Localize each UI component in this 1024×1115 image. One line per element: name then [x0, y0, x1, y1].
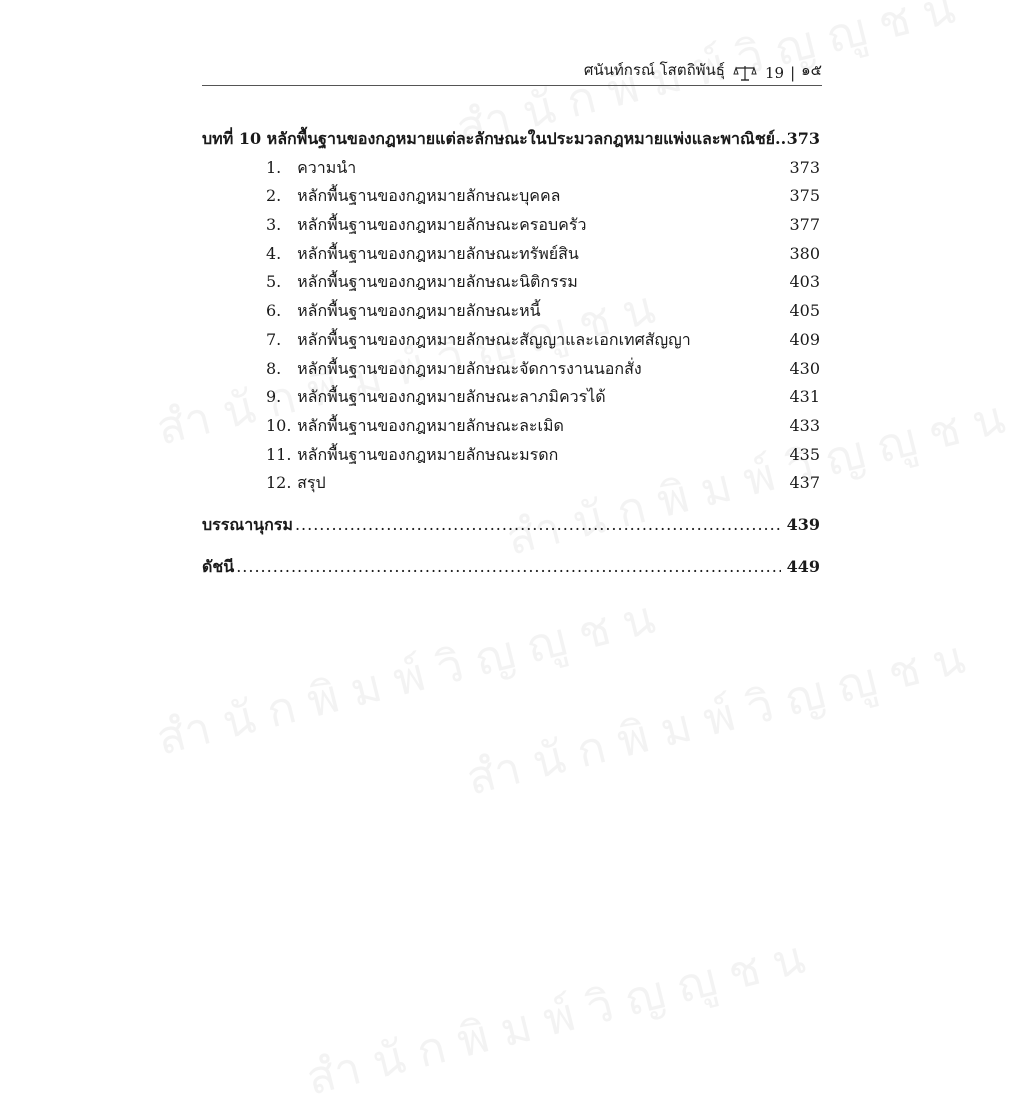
- toc-item-text: หลักพื้นฐานของกฎหมายลักษณะสัญญาและเอกเทศสัญญา: [297, 329, 691, 349]
- watermark: [149, 578, 676, 776]
- toc-item-label: [266, 182, 560, 211]
- toc-item: [202, 383, 820, 412]
- toc-item-page: 433: [789, 415, 820, 435]
- table-of-contents: [202, 125, 820, 581]
- toc-item-page: 435: [789, 444, 820, 464]
- toc-item-number: 12.: [266, 473, 292, 493]
- toc-bibliography-entry: [202, 511, 820, 540]
- toc-item-label: [266, 355, 642, 384]
- toc-item-label: [266, 297, 541, 326]
- toc-item: [202, 268, 820, 297]
- toc-item-text: หลักพื้นฐานของกฎหมายลักษณะจัดการงานนอกสั่ง: [297, 358, 642, 378]
- toc-item-page: 373: [789, 157, 820, 177]
- toc-item-text: หลักพื้นฐานของกฎหมายลักษณะบุคคล: [297, 186, 561, 206]
- toc-item-label: [266, 441, 558, 470]
- index-label: ดัชนี: [202, 556, 235, 576]
- toc-item-label: [266, 268, 578, 297]
- toc-item-number: 10.: [266, 415, 292, 435]
- toc-item-number: 9.: [266, 387, 282, 407]
- toc-item-text: หลักพื้นฐานของกฎหมายลักษณะลาภมิควรได้: [297, 387, 606, 407]
- scales-of-justice-icon: [733, 64, 757, 82]
- toc-item-text: หลักพื้นฐานของกฎหมายลักษณะครอบครัว: [297, 215, 587, 235]
- toc-item-number: 4.: [266, 243, 282, 263]
- toc-item-label: [266, 211, 586, 240]
- chapter-page: 373: [786, 129, 820, 148]
- toc-item-number: 6.: [266, 301, 282, 321]
- author-name: ศนันท์กรณ์ โสตถิพันธุ์: [583, 61, 725, 79]
- dot-leader: [236, 553, 780, 582]
- toc-item-text: หลักพื้นฐานของกฎหมายลักษณะหนี้: [297, 301, 541, 321]
- toc-item-label: [266, 469, 326, 498]
- page-number-thai: ๑๕: [801, 61, 822, 79]
- toc-item: [202, 355, 820, 384]
- watermark: [299, 918, 826, 1115]
- toc-item-label: [266, 383, 606, 412]
- toc-item-number: 3.: [266, 215, 282, 235]
- toc-item-text: หลักพื้นฐานของกฎหมายลักษณะมรดก: [297, 444, 559, 464]
- toc-item-page: 403: [789, 272, 820, 292]
- bibliography-label: บรรณานุกรม: [202, 514, 293, 534]
- toc-item-page: 375: [789, 186, 820, 206]
- toc-item-page: 380: [789, 243, 820, 263]
- toc-index-entry: [202, 553, 820, 582]
- index-page: 449: [786, 556, 820, 576]
- page-number: 19: [764, 64, 785, 82]
- toc-item-number: 11.: [266, 444, 292, 464]
- bibliography-page: 439: [786, 514, 820, 534]
- running-header: [202, 58, 822, 86]
- toc-item-number: 1.: [266, 157, 282, 177]
- toc-item: [202, 240, 820, 269]
- toc-item-page: 437: [789, 473, 820, 493]
- toc-item: [202, 326, 820, 355]
- toc-item: [202, 154, 820, 183]
- chapter-title: บทที่ 10 หลักพื้นฐานของกฎหมายแต่ละลักษณะในประมวลกฎหมายแพ่งและพาณิชย์..: [202, 129, 787, 148]
- toc-item-page: 430: [789, 358, 820, 378]
- toc-item-page: 409: [789, 329, 820, 349]
- toc-item-label: [266, 326, 691, 355]
- toc-item: [202, 412, 820, 441]
- toc-item-label: [266, 154, 356, 183]
- toc-item-number: 7.: [266, 329, 282, 349]
- toc-item-text: หลักพื้นฐานของกฎหมายลักษณะละเมิด: [297, 415, 564, 435]
- toc-chapter-entry: [202, 125, 820, 154]
- toc-item-page: 431: [789, 387, 820, 407]
- dot-leader: [295, 511, 781, 540]
- toc-item-number: 2.: [266, 186, 282, 206]
- toc-item-label: [266, 412, 564, 441]
- toc-item-label: [266, 240, 579, 269]
- toc-item-page: 377: [789, 215, 820, 235]
- toc-item-number: 8.: [266, 358, 282, 378]
- toc-item: [202, 211, 820, 240]
- header-separator: |: [790, 64, 796, 82]
- toc-item-text: ความนำ: [297, 157, 357, 177]
- toc-item-text: หลักพื้นฐานของกฎหมายลักษณะทรัพย์สิน: [297, 243, 579, 263]
- toc-item: [202, 469, 820, 498]
- toc-item: [202, 441, 820, 470]
- toc-item-text: หลักพื้นฐานของกฎหมายลักษณะนิติกรรม: [297, 272, 578, 292]
- toc-item-text: สรุป: [297, 473, 326, 493]
- toc-item: [202, 182, 820, 211]
- toc-item-number: 5.: [266, 272, 282, 292]
- toc-item: [202, 297, 820, 326]
- watermark: [459, 618, 986, 816]
- toc-item-page: 405: [789, 301, 820, 321]
